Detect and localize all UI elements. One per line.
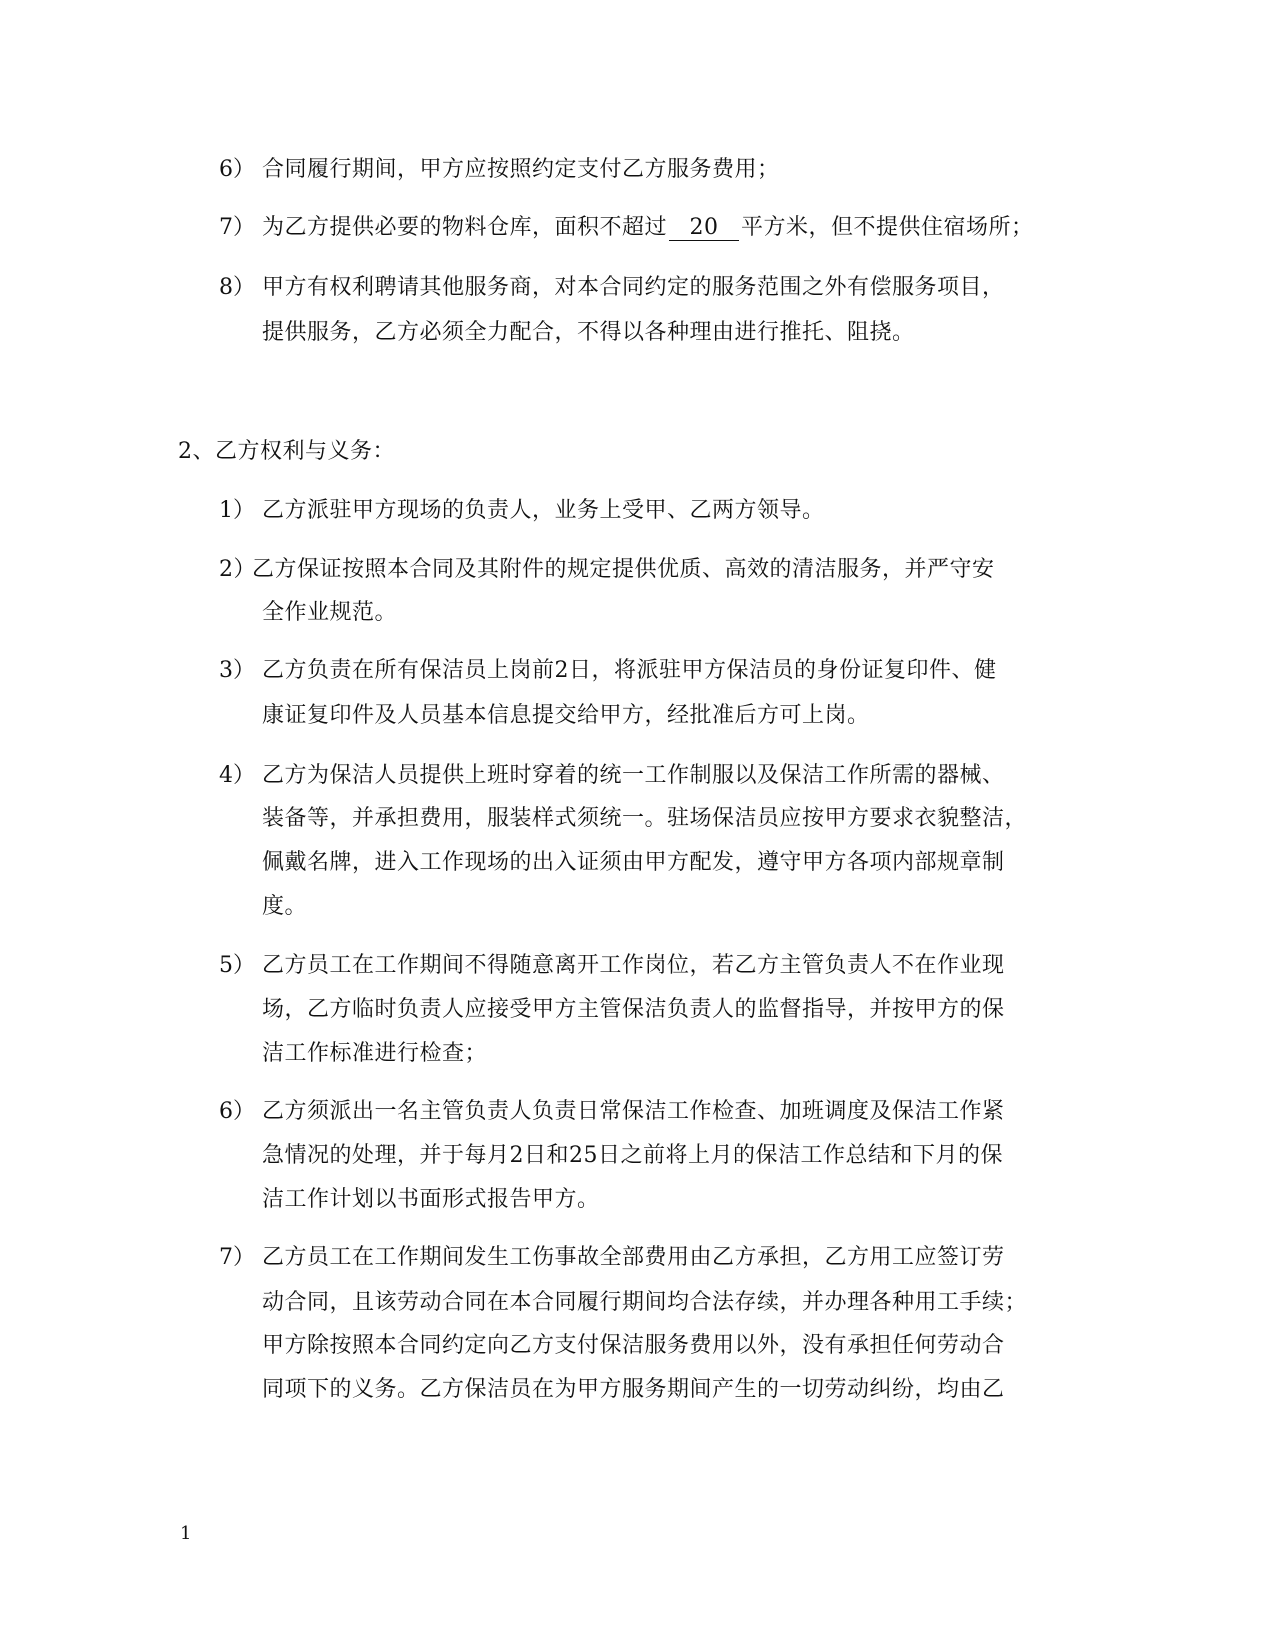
- item-text-line: 场，乙方临时负责人应接受甲方主管保洁负责人的监督指导，并按甲方的保: [262, 997, 1005, 1022]
- item-text-line: 乙方为保洁人员提供上班时穿着的统一工作制服以及保洁工作所需的器械、: [262, 763, 1005, 788]
- item-text-line: 全作业规范。: [262, 600, 398, 625]
- item-number: 7）: [219, 215, 255, 240]
- item-text-line: 同项下的义务。乙方保洁员在为甲方服务期间产生的一切劳动纠纷，均由乙: [262, 1377, 1005, 1402]
- item-text-line: 乙方负责在所有保洁员上岗前2日，将派驻甲方保洁员的身份证复印件、健: [262, 658, 997, 683]
- item-text: [262, 213, 1034, 243]
- area-value-field: 20: [669, 216, 739, 241]
- item-text-line: 乙方员工在工作期间发生工伤事故全部费用由乙方承担，乙方用工应签订劳: [262, 1245, 1005, 1270]
- item-number: 5）: [219, 953, 255, 978]
- item-text-line: 动合同，且该劳动合同在本合同履行期间均合法存续，并办理各种用工手续；: [262, 1290, 1028, 1315]
- item-text: 合同履行期间，甲方应按照约定支付乙方服务费用；: [262, 157, 780, 182]
- item-text-line: 提供服务，乙方必须全力配合，不得以各种理由进行推托、阻挠。: [262, 320, 915, 345]
- item-text-line: 甲方有权利聘请其他服务商，对本合同约定的服务范围之外有偿服务项目，: [262, 275, 1005, 300]
- item-text-line: 康证复印件及人员基本信息提交给甲方，经批准后方可上岗。: [262, 703, 870, 728]
- item-text-line: 乙方员工在工作期间不得随意离开工作岗位，若乙方主管负责人不在作业现: [262, 953, 1005, 978]
- item-number: 3）: [219, 658, 255, 683]
- item-number: 6）: [219, 1099, 255, 1124]
- item-text-line: 甲方除按照本合同约定向乙方支付保洁服务费用以外，没有承担任何劳动合: [262, 1333, 1005, 1358]
- item-number: 6）: [219, 157, 255, 182]
- item-text-line: 佩戴名牌，进入工作现场的出入证须由甲方配发，遵守甲方各项内部规章制: [262, 850, 1005, 875]
- item-text-after: 平方米，但不提供住宿场所；: [741, 215, 1034, 240]
- page-number: 1: [180, 1523, 192, 1544]
- item-text-line: 乙方须派出一名主管负责人负责日常保洁工作检查、加班调度及保洁工作紧: [262, 1099, 1005, 1124]
- item-text-line: 度。: [262, 894, 308, 919]
- item-number: 8）: [219, 275, 255, 300]
- item-text-line: 洁工作标准进行检查；: [262, 1041, 488, 1066]
- item-text-line: 乙方保证按照本合同及其附件的规定提供优质、高效的清洁服务，并严守安: [252, 557, 995, 582]
- item-text-line: 洁工作计划以书面形式报告甲方。: [262, 1187, 600, 1212]
- item-text-line: 装备等，并承担费用，服装样式须统一。驻场保洁员应按甲方要求衣貌整洁，: [262, 806, 1028, 831]
- item-number: 1）: [219, 498, 255, 523]
- item-text-line: 急情况的处理，并于每月2日和25日之前将上月的保洁工作总结和下月的保: [262, 1143, 1003, 1168]
- item-number: 2）: [219, 557, 256, 582]
- section-heading: 2、乙方权利与义务：: [178, 439, 395, 464]
- item-text-before: 为乙方提供必要的物料仓库，面积不超过: [262, 215, 668, 240]
- item-text-line: 乙方派驻甲方现场的负责人，业务上受甲、乙两方领导。: [262, 498, 825, 523]
- item-number: 4）: [219, 763, 255, 788]
- item-number: 7）: [219, 1245, 255, 1270]
